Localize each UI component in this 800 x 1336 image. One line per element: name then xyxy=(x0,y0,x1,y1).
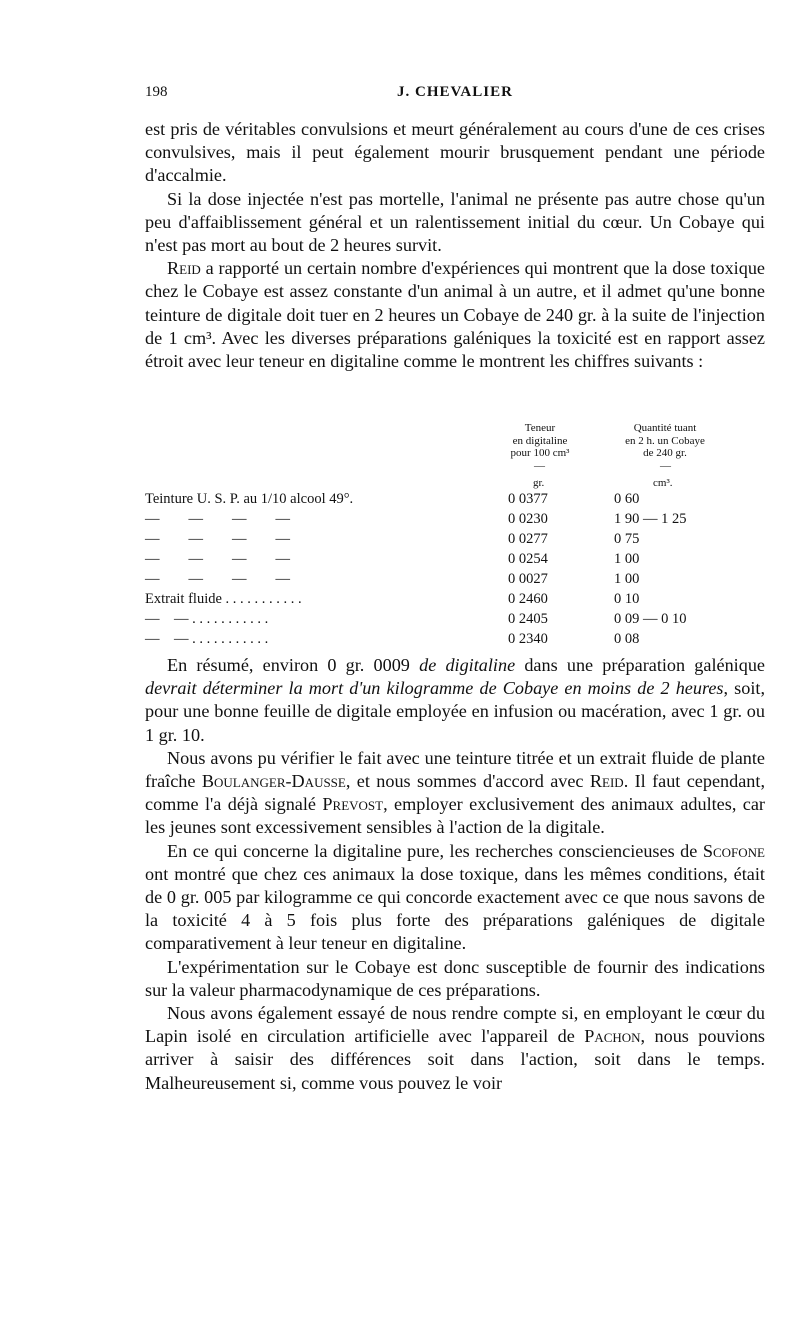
author-name: Pachon xyxy=(584,1026,641,1047)
table-row: — — — — 0 0254 1 00 xyxy=(145,551,640,567)
table-row: — — — — 0 0027 1 00 xyxy=(145,571,640,587)
table-row: — — . . . . . . . . . . . 0 2405 0 09 — 0 10 xyxy=(145,611,687,627)
author-name: Reid xyxy=(167,258,201,279)
paragraph: est pris de véritables convulsions et meurt généralement au cours d'une de ces crises convulsives, mais il peut également mourir brusquement pendant une période d'accalmie. xyxy=(145,119,765,186)
paragraph: Si la dose injectée n'est pas mortelle, l'animal ne présente pas autre chose qu'un peu d'affaiblissement général et un ralentissement initial du cœur. Un Cobaye qui n'est pas mort au bout de 2 heures survit. xyxy=(145,188,765,256)
body-text-top xyxy=(145,118,765,373)
unit-label: cm³. xyxy=(653,477,673,489)
paragraph-verification: Nous avons pu vérifier le fait avec une teinture titrée et un extrait fluide de plante fraîche Boulanger-Dausse, et nous sommes d'accord avec Reid. Il faut cependant, comme l'a déjà signalé Prevost, employer exclusivement des animaux adultes, car les jeunes sont excessivement sensibles à l'action de la digitale. xyxy=(145,747,766,838)
author-name: Reid xyxy=(589,771,624,792)
page-header xyxy=(145,84,765,106)
table-row: — — . . . . . . . . . . . 0 2340 0 08 xyxy=(145,631,640,647)
paragraph-lapin: Nous avons également essayé de nous rendre compte si, en employant le cœur du Lapin isolé en circulation artificielle avec l'appareil de Pachon, nous pouvions arriver à saisir des différences soit dans l'action, soit dans le temps. Malheureusement si, comme vous pouvez le voir xyxy=(145,1003,765,1093)
table-row: Teinture U. S. P. au 1/10 alcool 49°. 0 0377 0 60 xyxy=(145,491,640,507)
page-number: 198 xyxy=(145,84,168,100)
author-name: Scofone xyxy=(702,840,765,861)
table-row: — — — — 0 0230 1 90 — 1 25 xyxy=(145,511,687,527)
paragraph: Reid a rapporté un certain nombre d'expériences qui montrent que la dose toxique chez le Cobaye est assez constante d'un animal à un autre, et il admet qu'une bonne teinture de digitale doit tuer en 2 heures un Cobaye de 240 gr. à la suite de l'injection de 1 cm³. Avec les diverses préparations galéniques la toxicité est en rapport assez étroit avec leur teneur en digitaline comme le montrent les chiffres suivants : xyxy=(145,258,765,372)
body-text-bottom xyxy=(145,654,765,1095)
paragraph-experimentation: L'expérimentation sur le Cobaye est donc susceptible de fournir des indications sur la valeur pharmacodynamique de ces préparations. xyxy=(145,956,765,1000)
header-rule: — xyxy=(534,460,545,472)
header-rule: — xyxy=(660,460,671,472)
author-name: Prevost xyxy=(322,794,384,815)
toxicity-table xyxy=(145,416,765,646)
paragraph-resume: En résumé, environ 0 gr. 0009 de digitaline dans une préparation galénique devrait déterminer la mort d'un kilogramme de Cobaye en moins de 2 heures, soit, pour une bonne feuille de digitale employée en infusion ou macération, avec 1 gr. ou 1 gr. 10. xyxy=(145,655,765,745)
col-header-teneur: Teneur en digitaline pour 100 cm³ xyxy=(510,422,570,459)
unit-label: gr. xyxy=(533,477,545,489)
table-row: — — — — 0 0277 0 75 xyxy=(145,531,640,547)
col-header-quantite: Quantité tuant en 2 h. un Cobaye de 240 gr. xyxy=(625,422,705,459)
running-title: J. CHEVALIER xyxy=(397,84,513,100)
author-name: Boulanger-Dausse xyxy=(201,771,346,792)
table-row: Extrait fluide . . . . . . . . . . . 0 2460 0 10 xyxy=(145,591,640,607)
paragraph-digitaline: En ce qui concerne la digitaline pure, les recherches consciencieuses de Scofone ont montré que chez ces animaux la dose toxique, dans les mêmes conditions, était de 0 gr. 005 par kilogramme ce qui concorde exactement avec ce que nous savons de la toxicité 4 à 5 fois plus forte des préparations galéniques de digitale comparativement à leur teneur en digitaline. xyxy=(145,840,765,954)
